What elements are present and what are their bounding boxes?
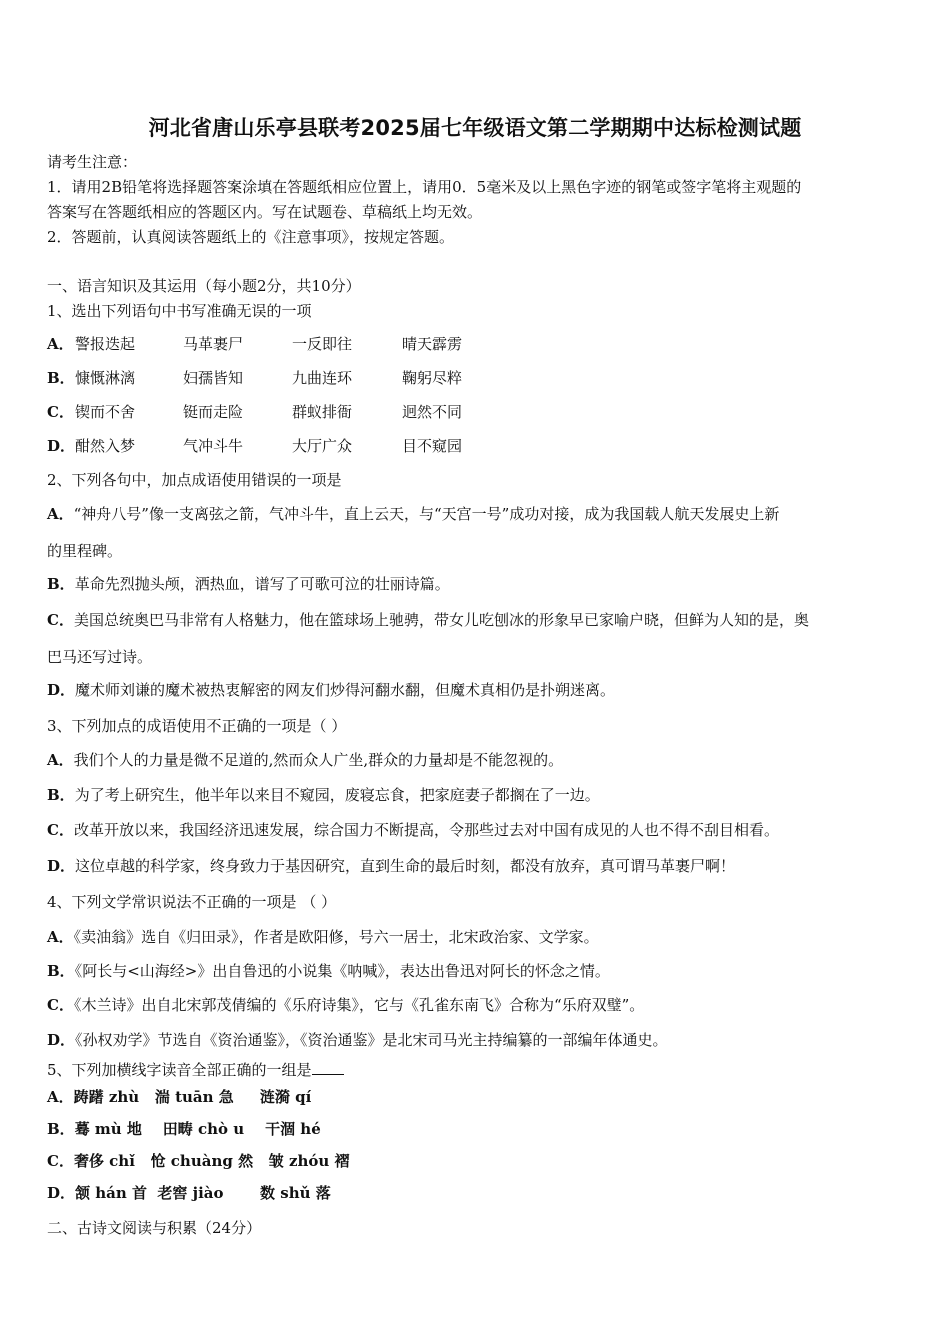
q4-option-c [47, 995, 644, 1015]
option-label: C． [47, 996, 74, 1014]
question-1-stem: 1、选出下列语句中书写准确无误的一项 [47, 302, 312, 320]
word: 妇孺皆知 [183, 369, 244, 387]
notice-item-1: 1．请用2B铅笔将选择题答案涂填在答题纸相应位置上，请用0．5毫米及以上黑色字迹的钢笔或签字笔将主观题的 [47, 178, 802, 196]
option-label: A． [47, 928, 74, 946]
option-text: 美国总统奥巴马非常有人格魅力，他在篮球场上驰骋，带女儿吃刨冰的形象早已家喻户晓，但鲜为人知的是，奥 [73, 611, 809, 629]
section-1-heading: 一、语言知识及其运用（每小题2分，共10分） [47, 277, 361, 295]
q4-option-a [47, 927, 599, 947]
q2-option-d [47, 680, 615, 700]
option-label: B． [47, 575, 75, 593]
word: 铤而走险 [183, 403, 244, 421]
option-label: C． [47, 403, 74, 421]
word: 慷慨淋漓 [75, 369, 136, 387]
option-label: C． [47, 611, 74, 629]
option-text: 《木兰诗》出自北宋郭茂倩编的《乐府诗集》，它与《孔雀东南飞》合称为“乐府双璧”。 [73, 996, 645, 1014]
option-label: B． [47, 962, 75, 980]
option-text: 踌躇 zhù 湍 tuān 急 涟漪 qí [73, 1088, 312, 1106]
q3-option-a [47, 750, 563, 770]
notice-heading: 请考生注意： [47, 153, 138, 171]
word: 气冲斗牛 [183, 437, 244, 455]
q3-option-d [47, 856, 735, 876]
q1-option-a [47, 334, 527, 354]
q2-option-c [47, 610, 809, 630]
option-label: A． [47, 1088, 74, 1106]
option-label: B． [47, 369, 75, 387]
q5-option-b [47, 1119, 321, 1139]
option-text: 《卖油翁》选自《归田录》，作者是欧阳修，号六一居士，北宋政治家、文学家。 [73, 928, 599, 946]
option-text: “神舟八号”像一支离弦之箭，气冲斗牛，直上云天，与“天宫一号”成功对接，成为我国载人航天发展史上新 [73, 505, 780, 523]
q1-option-d [47, 436, 527, 456]
q4-option-d [47, 1030, 668, 1050]
word: 警报迭起 [75, 335, 136, 353]
word: 一反即往 [292, 335, 353, 353]
option-label: A． [47, 505, 74, 523]
option-text: 革命先烈抛头颅，洒热血，谱写了可歌可泣的壮丽诗篇。 [74, 575, 450, 593]
section-2-heading: 二、古诗文阅读与积累（24分） [47, 1219, 262, 1237]
option-text: 我们个人的力量是微不足道的,然而众人广坐,群众的力量却是不能忽视的。 [73, 751, 564, 769]
word: 大厅广众 [292, 437, 353, 455]
option-label: C． [47, 821, 74, 839]
option-label: D． [47, 681, 76, 699]
option-text: 奢侈 chǐ 怆 chuàng 然 皱 zhóu 褶 [73, 1152, 350, 1170]
q3-option-c [47, 820, 779, 840]
q3-option-b [47, 785, 600, 805]
word: 目不窥园 [402, 437, 463, 455]
question-4-stem: 4、下列文学常识说法不正确的一项是 （ ） [47, 893, 337, 911]
q5-option-d [47, 1183, 331, 1203]
word: 九曲连环 [292, 369, 353, 387]
q5-option-c [47, 1151, 350, 1171]
question-3-stem: 3、下列加点的成语使用不正确的一项是（ ） [47, 717, 347, 735]
option-text: 《孙权劝学》节选自《资治通鉴》，《资治通鉴》是北宋司马光主持编纂的一部编年体通史。 [75, 1031, 668, 1049]
option-label: A． [47, 751, 74, 769]
word: 群蚁排衙 [292, 403, 353, 421]
question-5-stem-text: 5、下列加横线字读音全部正确的一组是 [47, 1061, 312, 1079]
page-title: 河北省唐山乐亭县联考2025届七年级语文第二学期期中达标检测试题 [148, 116, 802, 140]
option-label: A． [47, 335, 74, 353]
q2-option-b [47, 574, 450, 594]
option-text: 改革开放以来，我国经济迅速发展，综合国力不断提高，令那些过去对中国有成见的人也不得不刮目相看。 [73, 821, 779, 839]
option-label: D． [47, 1031, 76, 1049]
word: 锲而不舍 [75, 403, 136, 421]
q1-option-c [47, 402, 527, 422]
q1-option-b [47, 368, 527, 388]
question-2-stem: 2、下列各句中，加点成语使用错误的一项是 [47, 471, 342, 489]
option-text: 这位卓越的科学家，终身致力于基因研究，直到生命的最后时刻，都没有放弃，真可谓马革裹尸啊！ [75, 857, 736, 875]
word: 迥然不同 [402, 403, 463, 421]
question-5-stem [47, 1060, 344, 1080]
notice-item-2: 2．答题前，认真阅读答题纸上的《注意事项》，按规定答题。 [47, 228, 455, 246]
option-text: 为了考上研究生，他半年以来目不窥园，废寝忘食，把家庭妻子都搁在了一边。 [74, 786, 600, 804]
option-label: B． [47, 1120, 75, 1138]
word: 马革裹尸 [183, 335, 244, 353]
option-label: D． [47, 857, 76, 875]
word: 酣然入梦 [75, 437, 136, 455]
notice-item-1-cont: 答案写在答题纸相应的答题区内。写在试题卷、草稿纸上均无效。 [47, 203, 483, 221]
option-label: D． [47, 1184, 76, 1202]
option-text: 《阿长与<山海经>》出自鲁迅的小说集《呐喊》，表达出鲁迅对阿长的怀念之情。 [74, 962, 610, 980]
option-text: 魔术师刘谦的魔术被热衷解密的网友们炒得河翻水翻，但魔术真相仍是扑朔迷离。 [75, 681, 616, 699]
answer-blank [312, 1060, 344, 1075]
option-label: D． [47, 437, 76, 455]
option-text: 颔 hán 首 老窖 jiào 数 shǔ 落 [75, 1184, 331, 1202]
q5-option-a [47, 1087, 311, 1107]
option-label: B． [47, 786, 75, 804]
word: 鞠躬尽粹 [402, 369, 463, 387]
word: 晴天霹雳 [402, 335, 463, 353]
option-label: C． [47, 1152, 74, 1170]
q2-option-c-cont: 巴马还写过诗。 [47, 648, 153, 666]
option-text: 蓦 mù 地 田畴 chò u 干涸 hé [74, 1120, 321, 1138]
q2-option-a-cont: 的里程碑。 [47, 542, 123, 560]
q2-option-a [47, 504, 779, 524]
q4-option-b [47, 961, 610, 981]
